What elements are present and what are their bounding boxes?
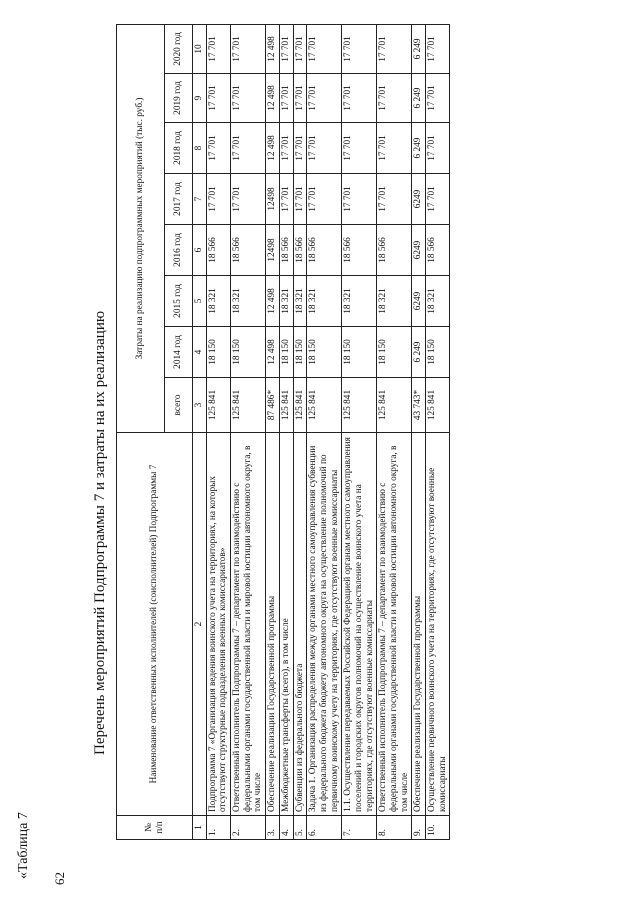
row-value: 18 321 [206, 276, 230, 327]
row-value: 17 701 [206, 123, 230, 174]
header-year: 2017 год [165, 174, 193, 225]
row-name: 1.1. Осуществление передаваемых Российской Федерацией органам местного самоуправления поселений и городских округов полномочий на осуществление воинского учета на территориях, где отсутствуют военные комиссариаты [342, 433, 377, 816]
row-value: 18 321 [293, 276, 307, 327]
table-row [279, 24, 293, 839]
row-value: 18 150 [206, 327, 230, 378]
row-value: 17 701 [206, 174, 230, 225]
table-row [307, 24, 342, 839]
row-value: 18 321 [342, 276, 377, 327]
row-value: 125 841 [293, 378, 307, 433]
row-value: 6249 [412, 276, 426, 327]
row-number: 8. [377, 816, 412, 840]
row-value: 12 498 [266, 74, 280, 123]
row-value: 125 841 [231, 378, 266, 433]
row-value: 18 566 [307, 225, 342, 276]
row-value: 12 498 [266, 24, 280, 73]
row-value: 17 701 [307, 24, 342, 73]
row-value: 6249 [412, 225, 426, 276]
column-number: 3 [193, 378, 207, 433]
row-value: 17 701 [231, 74, 266, 123]
header-year: 2018 год [165, 123, 193, 174]
row-value: 125 841 [307, 378, 342, 433]
row-value: 18 321 [377, 276, 412, 327]
table-row [342, 24, 377, 839]
header-costs: Затраты на реализацию подпрограммных мероприятий (тыс. руб.) [117, 24, 165, 432]
row-value: 17 701 [426, 24, 450, 73]
header-name: Наименование ответственных исполнителей (соисполнителей) Подпрограммы 7 [117, 433, 193, 816]
row-value: 17 701 [307, 123, 342, 174]
row-value: 17 701 [231, 174, 266, 225]
row-value: 18 150 [307, 327, 342, 378]
row-value: 17 701 [377, 174, 412, 225]
row-value: 17 701 [342, 174, 377, 225]
row-value: 17 701 [279, 74, 293, 123]
row-name: Субвенции из федерального бюджета [293, 433, 307, 816]
row-number: 3. [266, 816, 280, 840]
row-value: 17 701 [377, 74, 412, 123]
column-number: 6 [193, 225, 207, 276]
row-name: Подпрограмма 7 «Организация ведения воинского учета на территориях, на которых отсутствуют структурные подразделения военных комиссариатов» [206, 433, 230, 816]
row-value: 18 321 [279, 276, 293, 327]
row-value: 17 701 [377, 123, 412, 174]
activities-table [116, 24, 450, 840]
row-name: Межбюджетные трансферты (всего), в том числе [279, 433, 293, 816]
row-number: 1. [206, 816, 230, 840]
row-number: 6. [307, 816, 342, 840]
column-number: 8 [193, 123, 207, 174]
row-number: 10. [426, 816, 450, 840]
row-value: 17 701 [342, 24, 377, 73]
row-value: 87 486* [266, 378, 280, 433]
row-value: 17 701 [307, 74, 342, 123]
table-row [231, 24, 266, 839]
row-value: 18 321 [307, 276, 342, 327]
row-value: 12498 [266, 225, 280, 276]
row-value: 6 249 [412, 327, 426, 378]
header-year: 2016 год [165, 225, 193, 276]
row-value: 17 701 [293, 74, 307, 123]
row-number: 5. [293, 816, 307, 840]
row-name: Осуществление первичного воинского учета на территориях, где отсутствуют военные комиссариаты [426, 433, 450, 816]
column-number: 9 [193, 74, 207, 123]
row-value: 12 498 [266, 327, 280, 378]
row-value: 17 701 [231, 24, 266, 73]
table-row [266, 24, 280, 839]
row-value: 17 701 [206, 24, 230, 73]
row-value: 18 566 [377, 225, 412, 276]
row-value: 6 249 [412, 24, 426, 73]
row-value: 17 701 [293, 123, 307, 174]
row-value: 6 249 [412, 74, 426, 123]
row-value: 17 701 [279, 123, 293, 174]
row-value: 18 566 [231, 225, 266, 276]
row-value: 12 498 [266, 276, 280, 327]
row-value: 125 841 [206, 378, 230, 433]
row-value: 17 701 [342, 123, 377, 174]
row-name: Ответственный исполнитель Подпрограммы 7 – департамент по взаимодействию с федеральными органами государственной власти и мировой юстиции автономного округа, в том числе [231, 433, 266, 816]
row-number: 2. [231, 816, 266, 840]
column-number: 2 [193, 433, 207, 816]
row-value: 18 150 [293, 327, 307, 378]
row-number: 7. [342, 816, 377, 840]
row-value: 18 566 [293, 225, 307, 276]
column-numbers-row [193, 24, 207, 839]
row-value: 12 498 [266, 123, 280, 174]
row-value: 17 701 [377, 24, 412, 73]
row-value: 125 841 [279, 378, 293, 433]
row-value: 125 841 [377, 378, 412, 433]
row-value: 18 566 [279, 225, 293, 276]
row-value: 17 701 [293, 174, 307, 225]
row-name: Обеспечение реализации Государственной программы [412, 433, 426, 816]
header-year: 2015 год [165, 276, 193, 327]
row-value: 18 566 [206, 225, 230, 276]
row-value: 18 150 [377, 327, 412, 378]
row-value: 18 150 [426, 327, 450, 378]
column-number: 1 [193, 816, 207, 840]
column-number: 4 [193, 327, 207, 378]
header-year: 2020 год [165, 24, 193, 73]
row-number: 4. [279, 816, 293, 840]
table-body [206, 24, 450, 839]
row-value: 17 701 [279, 24, 293, 73]
row-value: 18 150 [231, 327, 266, 378]
row-value: 17 701 [293, 24, 307, 73]
row-value: 17 701 [307, 174, 342, 225]
row-value: 17 701 [426, 174, 450, 225]
column-number: 5 [193, 276, 207, 327]
document-title: Перечень мероприятий Подпрограммы 7 и затраты на их реализацию [92, 310, 108, 755]
row-name: Задача 1. Организация распределения между органами местного самоуправления субвенции из федерального бюджета бюджету автономного округа на осуществление полномочий по первичному воинскому учету на территориях, где отсутствуют военные комиссариаты [307, 433, 342, 816]
table-row [293, 24, 307, 839]
page-number: 62 [52, 872, 67, 885]
row-number: 9. [412, 816, 426, 840]
header-year: 2019 год [165, 74, 193, 123]
row-value: 17 701 [426, 74, 450, 123]
header-num: № п/п [117, 816, 193, 840]
row-value: 18 566 [426, 225, 450, 276]
row-value: 18 321 [426, 276, 450, 327]
row-value: 18 150 [279, 327, 293, 378]
row-value: 18 150 [342, 327, 377, 378]
row-name: Ответственный исполнитель Подпрограммы 7 – департамент по взаимодействию с федеральными органами государственной власти и мировой юстиции автономного округа, в том числе [377, 433, 412, 816]
row-value: 6 249 [412, 123, 426, 174]
header-year: всего [165, 378, 193, 433]
row-value: 17 701 [426, 123, 450, 174]
table-row [412, 24, 426, 839]
row-value: 43 743* [412, 378, 426, 433]
row-value: 6249 [412, 174, 426, 225]
row-value: 17 701 [279, 174, 293, 225]
column-number: 10 [193, 24, 207, 73]
header-year: 2014 год [165, 327, 193, 378]
row-value: 17 701 [342, 74, 377, 123]
row-value: 17 701 [206, 74, 230, 123]
row-name: Обеспечение реализации Государственной программы [266, 433, 280, 816]
row-value: 18 566 [342, 225, 377, 276]
column-number: 7 [193, 174, 207, 225]
row-value: 125 841 [342, 378, 377, 433]
table-row [206, 24, 230, 839]
table-row [377, 24, 412, 839]
table-row [426, 24, 450, 839]
row-value: 17 701 [231, 123, 266, 174]
row-value: 125 841 [426, 378, 450, 433]
table-label: «Таблица 7 [16, 812, 31, 879]
row-value: 12498 [266, 174, 280, 225]
row-value: 18 321 [231, 276, 266, 327]
